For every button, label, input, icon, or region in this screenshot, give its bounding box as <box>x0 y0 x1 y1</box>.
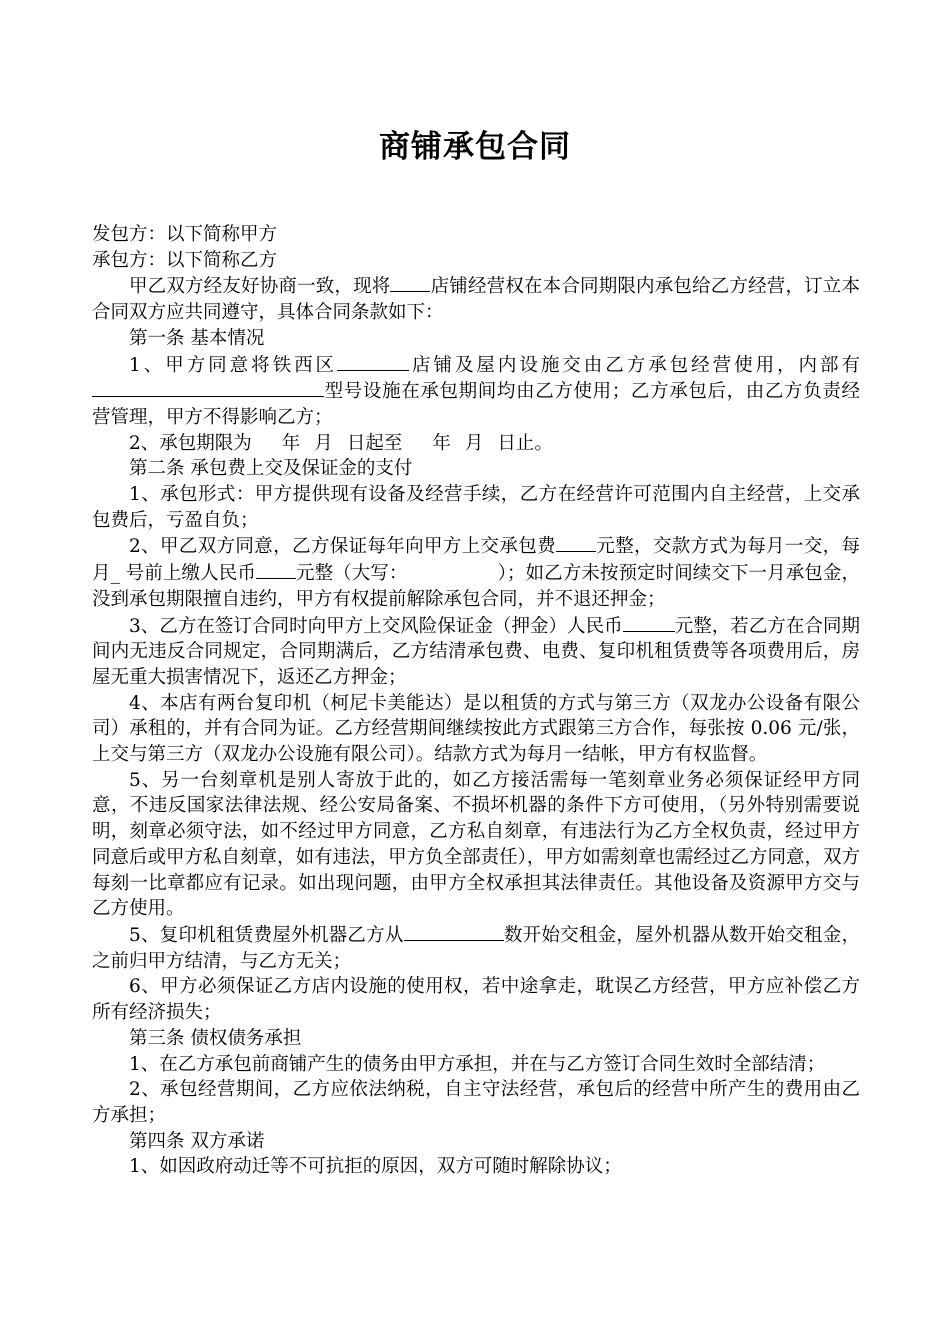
blank-field <box>92 378 324 397</box>
document-title: 商铺承包合同 <box>379 129 571 165</box>
blank-field <box>256 560 296 579</box>
article-3-heading: 第三条 债权债务承担 <box>129 1027 302 1049</box>
blank-field <box>556 533 596 552</box>
article-2-clause-6: 6、甲方必须保证乙方店内设施的使用权，若中途拿走，耽误乙方经营，甲方应补偿乙方所有经济损失； <box>92 976 860 1024</box>
article-2-heading: 第二条 承包费上交及保证金的支付 <box>129 458 413 480</box>
party-b-line: 承包方：以下简称乙方 <box>92 249 278 271</box>
article-3-clause-2: 2、承包经营期间，乙方应依法纳税，自主守法经营，承包后的经营中所产生的费用由乙方承担； <box>92 1079 860 1126</box>
preamble-paragraph: 甲乙双方经友好协商一致，现将 店铺经营权在本合同期限内承包给乙方经营，订立本合同双方应共同遵守，具体合同条款如下： <box>92 273 860 325</box>
article-2-clause-3: 3、乙方在签订合同时向甲方上交风险保证金（押金）人民币 元整，若乙方在合同期间内无违反合同规定，合同期满后，乙方结清承包费、电费、复印机租赁费等各项费用后，房屋无重大损害情况下，返还乙方押金； <box>92 613 860 691</box>
article-1-clause-2: 2、承包期限为 年 月 日起至 年 月 日止。 <box>129 432 553 454</box>
article-2-clause-5b: 5、复印机租赁费屋外机器乙方从 数开始交租金，屋外机器从数开始交租金，之前归甲方结清，与乙方无关； <box>92 922 860 974</box>
blank-field <box>390 273 430 292</box>
article-1-heading: 第一条 基本情况 <box>129 327 265 349</box>
contract-body <box>92 222 860 1180</box>
blank-field <box>337 352 409 371</box>
blank-field <box>623 613 675 632</box>
article-2-clause-4: 4、本店有两台复印机（柯尼卡美能达）是以租赁的方式与第三方（双龙办公设备有限公司）承租的，并有合同为证。乙方经营期间继续按此方式跟第三方合作，每张按 0.06 元/张，上交与第三方（双龙办公设施有限公司）。结款方式为每月一结帐，甲方有权监督。 <box>92 692 860 766</box>
article-1-clause-1: 1、甲方同意将铁西区 店铺及屋内设施交由乙方承包经营使用，内部有型号设施在承包期间均由乙方使用；乙方承包后，由乙方负责经营管理，甲方不得影响乙方； <box>92 352 860 431</box>
article-2-clause-5: 5、另一台刻章机是别人寄放于此的，如乙方接活需每一笔刻章业务必须保证经甲方同意，不违反国家法律法规、经公安局备案、不损坏机器的条件下方可使用，（另外特别需要说明，刻章必须守法，如不经过甲方同意，乙方私自刻章，有违法行为乙方全权负责，经过甲方同意后或甲方私自刻章，如有违法，甲方负全部责任），甲方如需刻章也需经过乙方同意，双方每刻一比章都应有记录。如出现问题，由甲方全权承担其法律责任。其他设备及资源甲方交与乙方使用。 <box>92 769 860 920</box>
article-3-clause-1: 1、在乙方承包前商铺产生的债务由甲方承担，并在与乙方签订合同生效时全部结清； <box>129 1053 826 1075</box>
party-a-line: 发包方：以下简称甲方 <box>92 224 278 245</box>
article-4-clause-1: 1、如因政府动迁等不可抗拒的原因，双方可随时解除协议； <box>129 1156 622 1178</box>
article-2-clause-2: 2、甲乙双方同意，乙方保证每年向甲方上交承包费 元整，交款方式为每月一交，每月_ 号前上缴人民币 元整（大写： ）；如乙方未按预定时间续交下一月承包金，没到承包期限擅自违约，甲方有权提前解除承包合同，并不退还押金； <box>92 533 860 612</box>
article-4-heading: 第四条 双方承诺 <box>129 1130 265 1152</box>
blank-field <box>404 922 504 941</box>
article-2-clause-1: 1、承包形式：甲方提供现有设备及经营手续，乙方在经营许可范围内自主经营，上交承包费后，亏盈自负； <box>92 484 860 531</box>
